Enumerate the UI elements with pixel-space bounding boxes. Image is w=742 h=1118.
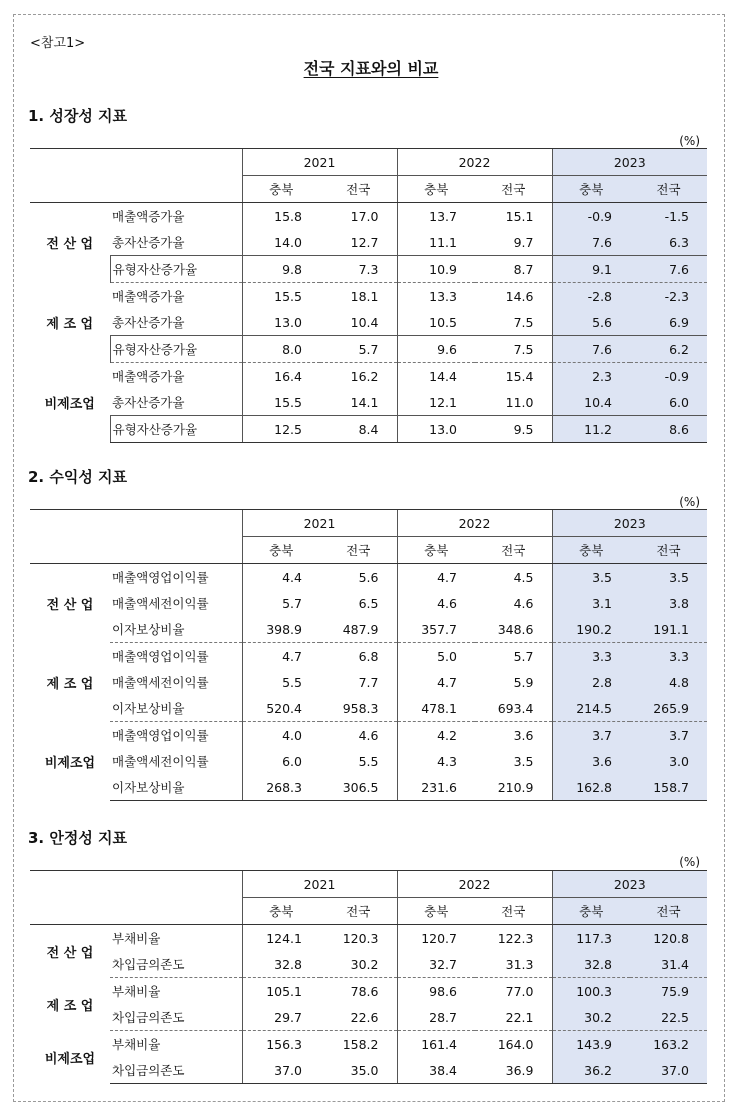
value-cell: 5.6 <box>552 309 630 336</box>
value-cell: 161.4 <box>397 1031 475 1058</box>
value-cell: 15.5 <box>242 283 320 310</box>
industry-group-label: 비제조업 <box>44 1051 96 1067</box>
year-header: 2021 <box>242 871 397 898</box>
value-cell: 162.8 <box>552 774 630 801</box>
region-header-national: 전국 <box>475 537 552 564</box>
region-header-chungbuk: 충북 <box>397 537 475 564</box>
table-row <box>30 722 707 749</box>
value-cell: 6.2 <box>630 336 707 363</box>
indicator-label: 이자보상비율 <box>110 616 242 643</box>
value-cell: 98.6 <box>397 978 475 1005</box>
value-cell: 124.1 <box>242 925 320 952</box>
value-cell: 15.1 <box>505 208 534 224</box>
unit-label: (%) <box>679 495 700 509</box>
industry-group-label: 제 조 업 <box>46 676 94 692</box>
year-header: 2022 <box>397 871 552 898</box>
value-cell: 7.3 <box>320 256 397 283</box>
value-cell: 8.4 <box>320 416 397 443</box>
value-cell: 15.4 <box>505 368 534 384</box>
year-header: 2021 <box>242 510 397 537</box>
table-row <box>30 643 707 670</box>
value-cell: 11.1 <box>397 229 475 256</box>
region-header-national: 전국 <box>320 898 397 925</box>
value-cell: 231.6 <box>397 774 475 801</box>
value-cell: 10.5 <box>397 309 475 336</box>
value-cell: 6.0 <box>242 748 320 774</box>
value-cell: 3.6 <box>513 727 534 743</box>
value-cell: 7.5 <box>475 336 552 363</box>
table-row <box>30 309 707 336</box>
value-cell: 30.2 <box>320 951 397 978</box>
region-header-row <box>30 176 707 203</box>
indicator-label: 매출액증가율 <box>112 369 185 384</box>
year-header: 2022 <box>397 149 552 176</box>
value-cell: 7.7 <box>358 674 379 690</box>
value-cell: 4.7 <box>242 643 320 670</box>
header-corner <box>30 176 242 203</box>
indicator-label: 유형자산증가율 <box>110 256 242 283</box>
value-cell: 12.5 <box>242 416 320 443</box>
value-cell: 5.9 <box>513 674 534 690</box>
value-cell: 11.2 <box>552 416 630 443</box>
value-cell: 13.3 <box>397 283 475 310</box>
value-cell: 14.1 <box>350 394 379 410</box>
region-header-chungbuk: 충북 <box>552 898 630 925</box>
industry-group-label: 전 산 업 <box>46 597 94 613</box>
value-cell: 520.4 <box>242 695 320 722</box>
region-header-national: 전국 <box>630 898 707 925</box>
indicator-label: 부채비율 <box>112 931 161 946</box>
table-row <box>30 336 707 363</box>
value-cell: 5.7 <box>242 590 320 616</box>
indicator-label: 매출액세전이익률 <box>112 675 209 690</box>
year-header-row <box>30 510 707 537</box>
unit-label: (%) <box>679 855 700 869</box>
indicator-label: 매출액영업이익률 <box>112 649 209 664</box>
value-cell: 14.6 <box>505 288 534 304</box>
value-cell: 120.7 <box>397 925 475 952</box>
value-cell: 29.7 <box>242 1004 320 1031</box>
table-row <box>30 590 707 616</box>
header-corner <box>30 898 242 925</box>
value-cell: 3.1 <box>552 590 630 616</box>
value-cell: 38.4 <box>397 1057 475 1084</box>
table-row <box>30 1031 707 1058</box>
value-cell: 75.9 <box>630 978 707 1005</box>
value-cell: 265.9 <box>630 695 707 722</box>
indicator-label: 매출액증가율 <box>112 289 185 304</box>
value-cell: 4.7 <box>397 669 475 695</box>
header-corner <box>30 149 242 176</box>
industry-group-label: 전 산 업 <box>46 237 94 253</box>
value-cell: 9.7 <box>513 234 534 250</box>
value-cell: 478.1 <box>397 695 475 722</box>
value-cell: 10.4 <box>552 389 630 416</box>
value-cell: 3.3 <box>630 643 707 670</box>
year-header: 2023 <box>552 871 707 898</box>
year-header: 2021 <box>242 149 397 176</box>
table-row <box>30 1057 707 1084</box>
value-cell: 163.2 <box>630 1031 707 1058</box>
region-header-chungbuk: 충북 <box>242 537 320 564</box>
value-cell: -0.9 <box>552 203 630 230</box>
value-cell: 958.3 <box>320 695 397 722</box>
value-cell: 15.5 <box>242 389 320 416</box>
value-cell: 5.7 <box>513 648 534 664</box>
value-cell: 5.5 <box>358 753 379 769</box>
value-cell: 3.0 <box>630 748 707 774</box>
indicator-label: 차입금의존도 <box>110 1057 242 1084</box>
value-cell: 5.5 <box>242 669 320 695</box>
table-row <box>30 774 707 801</box>
value-cell: 693.4 <box>475 695 552 722</box>
value-cell: 120.3 <box>342 930 379 946</box>
table-row <box>30 951 707 978</box>
value-cell: 77.0 <box>505 983 534 999</box>
industry-group-label: 비제조업 <box>44 755 96 771</box>
value-cell: 6.5 <box>358 595 379 611</box>
value-cell: 4.7 <box>397 564 475 591</box>
value-cell: 7.6 <box>630 256 707 283</box>
value-cell: 4.4 <box>242 564 320 591</box>
indicator-label: 매출액세전이익률 <box>112 754 209 769</box>
value-cell: 4.8 <box>630 669 707 695</box>
value-cell: -2.3 <box>630 283 707 310</box>
value-cell: 8.7 <box>475 256 552 283</box>
value-cell: 398.9 <box>242 616 320 643</box>
value-cell: 8.0 <box>242 336 320 363</box>
value-cell: 14.4 <box>397 363 475 390</box>
header-corner <box>30 537 242 564</box>
value-cell: 122.3 <box>497 930 534 946</box>
table-row <box>30 229 707 256</box>
value-cell: 3.5 <box>552 564 630 591</box>
value-cell: 10.4 <box>350 314 379 330</box>
value-cell: 15.8 <box>242 203 320 230</box>
value-cell: 14.0 <box>242 229 320 256</box>
reference-label: <참고1> <box>30 36 86 51</box>
value-cell: 6.8 <box>358 648 379 664</box>
value-cell: 6.0 <box>630 389 707 416</box>
table-row <box>30 564 707 591</box>
table-row <box>30 416 707 443</box>
indicator-label: 매출액세전이익률 <box>112 596 209 611</box>
region-header-row <box>30 537 707 564</box>
table-row <box>30 283 707 310</box>
value-cell: 357.7 <box>397 616 475 643</box>
indicator-label: 유형자산증가율 <box>110 416 242 443</box>
value-cell: 17.0 <box>350 208 379 224</box>
region-header-national: 전국 <box>630 176 707 203</box>
indicator-label: 부채비율 <box>112 1037 161 1052</box>
page-title: 전국 지표와의 비교 <box>303 59 439 78</box>
value-cell: 37.0 <box>242 1057 320 1084</box>
value-cell: 9.8 <box>242 256 320 283</box>
region-header-national: 전국 <box>320 176 397 203</box>
industry-group-label: 제 조 업 <box>46 317 94 332</box>
indicator-label: 차입금의존도 <box>110 951 242 978</box>
table-row <box>30 616 707 643</box>
value-cell: 13.0 <box>242 309 320 336</box>
value-cell: 306.5 <box>320 774 397 801</box>
year-header: 2022 <box>397 510 552 537</box>
value-cell: 120.8 <box>630 925 707 952</box>
indicator-label: 차입금의존도 <box>110 1004 242 1031</box>
value-cell: 22.5 <box>630 1004 707 1031</box>
region-header-chungbuk: 충북 <box>397 176 475 203</box>
table-row <box>30 925 707 952</box>
value-cell: -0.9 <box>630 363 707 390</box>
value-cell: 31.3 <box>475 951 552 978</box>
value-cell: 100.3 <box>552 978 630 1005</box>
section-heading-profitability: 2. 수익성 지표 <box>28 468 128 486</box>
region-header-national: 전국 <box>320 537 397 564</box>
value-cell: 3.5 <box>630 564 707 591</box>
indicator-label: 부채비율 <box>112 984 161 999</box>
value-cell: 158.2 <box>342 1036 379 1052</box>
value-cell: 3.7 <box>630 722 707 749</box>
region-header-chungbuk: 충북 <box>397 898 475 925</box>
stability-table <box>30 870 707 1084</box>
industry-group-label: 제 조 업 <box>46 998 94 1014</box>
table-row <box>30 695 707 722</box>
value-cell: 31.4 <box>630 951 707 978</box>
year-header-row <box>30 871 707 898</box>
value-cell: 11.0 <box>505 394 534 410</box>
value-cell: 32.7 <box>397 951 475 978</box>
value-cell: 3.8 <box>630 590 707 616</box>
indicator-label: 총자산증가율 <box>112 395 185 410</box>
value-cell: 4.3 <box>397 748 475 774</box>
value-cell: 2.3 <box>552 363 630 390</box>
value-cell: 18.1 <box>350 288 379 304</box>
value-cell: 37.0 <box>630 1057 707 1084</box>
value-cell: 9.6 <box>397 336 475 363</box>
value-cell: 78.6 <box>350 983 379 999</box>
profitability-table <box>30 509 707 801</box>
industry-group-label: 전 산 업 <box>46 945 94 961</box>
value-cell: 16.2 <box>350 368 379 384</box>
value-cell: 4.0 <box>242 722 320 749</box>
indicator-label: 이자보상비율 <box>110 695 242 722</box>
value-cell: 13.7 <box>397 203 475 230</box>
unit-label: (%) <box>679 134 700 148</box>
value-cell: 7.6 <box>552 229 630 256</box>
region-header-chungbuk: 충북 <box>552 176 630 203</box>
table-row <box>30 256 707 283</box>
value-cell: 13.0 <box>397 416 475 443</box>
region-header-chungbuk: 충북 <box>242 176 320 203</box>
value-cell: 28.7 <box>397 1004 475 1031</box>
industry-group-label: 비제조업 <box>44 397 95 412</box>
value-cell: 3.5 <box>513 753 534 769</box>
value-cell: 7.5 <box>513 314 534 330</box>
table-row <box>30 363 707 390</box>
value-cell: 487.9 <box>320 616 397 643</box>
value-cell: 36.9 <box>475 1057 552 1084</box>
year-header: 2023 <box>552 149 707 176</box>
growth-table <box>30 148 707 443</box>
section-heading-growth: 1. 성장성 지표 <box>28 107 128 125</box>
value-cell: 9.1 <box>552 256 630 283</box>
value-cell: 16.4 <box>242 363 320 390</box>
region-header-row <box>30 898 707 925</box>
indicator-label: 매출액영업이익률 <box>112 728 209 743</box>
value-cell: 32.8 <box>242 951 320 978</box>
section-heading-stability: 3. 안정성 지표 <box>28 829 128 847</box>
table-row <box>30 748 707 774</box>
value-cell: 214.5 <box>552 695 630 722</box>
value-cell: -2.8 <box>552 283 630 310</box>
value-cell: 191.1 <box>630 616 707 643</box>
value-cell: 3.3 <box>552 643 630 670</box>
region-header-national: 전국 <box>630 537 707 564</box>
value-cell: 164.0 <box>497 1036 534 1052</box>
indicator-label: 매출액영업이익률 <box>112 570 209 585</box>
indicator-label: 총자산증가율 <box>112 235 185 250</box>
table-row <box>30 389 707 416</box>
value-cell: 6.3 <box>630 229 707 256</box>
value-cell: 348.6 <box>475 616 552 643</box>
region-header-national: 전국 <box>475 898 552 925</box>
header-corner <box>30 510 242 537</box>
value-cell: 158.7 <box>630 774 707 801</box>
indicator-label: 유형자산증가율 <box>110 336 242 363</box>
value-cell: 2.8 <box>552 669 630 695</box>
region-header-national: 전국 <box>475 176 552 203</box>
region-header-chungbuk: 충북 <box>552 537 630 564</box>
value-cell: 8.6 <box>630 416 707 443</box>
table-row <box>30 978 707 1005</box>
value-cell: 7.6 <box>552 336 630 363</box>
value-cell: 117.3 <box>552 925 630 952</box>
value-cell: 35.0 <box>320 1057 397 1084</box>
indicator-label: 매출액증가율 <box>112 209 185 224</box>
value-cell: 12.1 <box>397 389 475 416</box>
value-cell: 210.9 <box>475 774 552 801</box>
value-cell: 156.3 <box>242 1031 320 1058</box>
value-cell: 4.5 <box>513 569 534 585</box>
region-header-chungbuk: 충북 <box>242 898 320 925</box>
value-cell: 190.2 <box>552 616 630 643</box>
value-cell: 12.7 <box>350 234 379 250</box>
year-header-row <box>30 149 707 176</box>
value-cell: 4.2 <box>397 722 475 749</box>
indicator-label: 이자보상비율 <box>110 774 242 801</box>
year-header: 2023 <box>552 510 707 537</box>
value-cell: 5.0 <box>397 643 475 670</box>
value-cell: 22.6 <box>320 1004 397 1031</box>
value-cell: 4.6 <box>513 595 534 611</box>
value-cell: 3.7 <box>552 722 630 749</box>
indicator-label: 총자산증가율 <box>112 315 185 330</box>
table-row <box>30 1004 707 1031</box>
header-corner <box>30 871 242 898</box>
table-row <box>30 203 707 230</box>
value-cell: -1.5 <box>630 203 707 230</box>
value-cell: 4.6 <box>358 727 379 743</box>
value-cell: 3.6 <box>552 748 630 774</box>
value-cell: 22.1 <box>475 1004 552 1031</box>
value-cell: 10.9 <box>397 256 475 283</box>
value-cell: 105.1 <box>242 978 320 1005</box>
value-cell: 6.9 <box>630 309 707 336</box>
value-cell: 268.3 <box>242 774 320 801</box>
value-cell: 32.8 <box>552 951 630 978</box>
value-cell: 30.2 <box>552 1004 630 1031</box>
table-row <box>30 669 707 695</box>
value-cell: 5.7 <box>320 336 397 363</box>
value-cell: 9.5 <box>475 416 552 443</box>
value-cell: 4.6 <box>397 590 475 616</box>
value-cell: 36.2 <box>552 1057 630 1084</box>
value-cell: 143.9 <box>552 1031 630 1058</box>
value-cell: 5.6 <box>358 569 379 585</box>
